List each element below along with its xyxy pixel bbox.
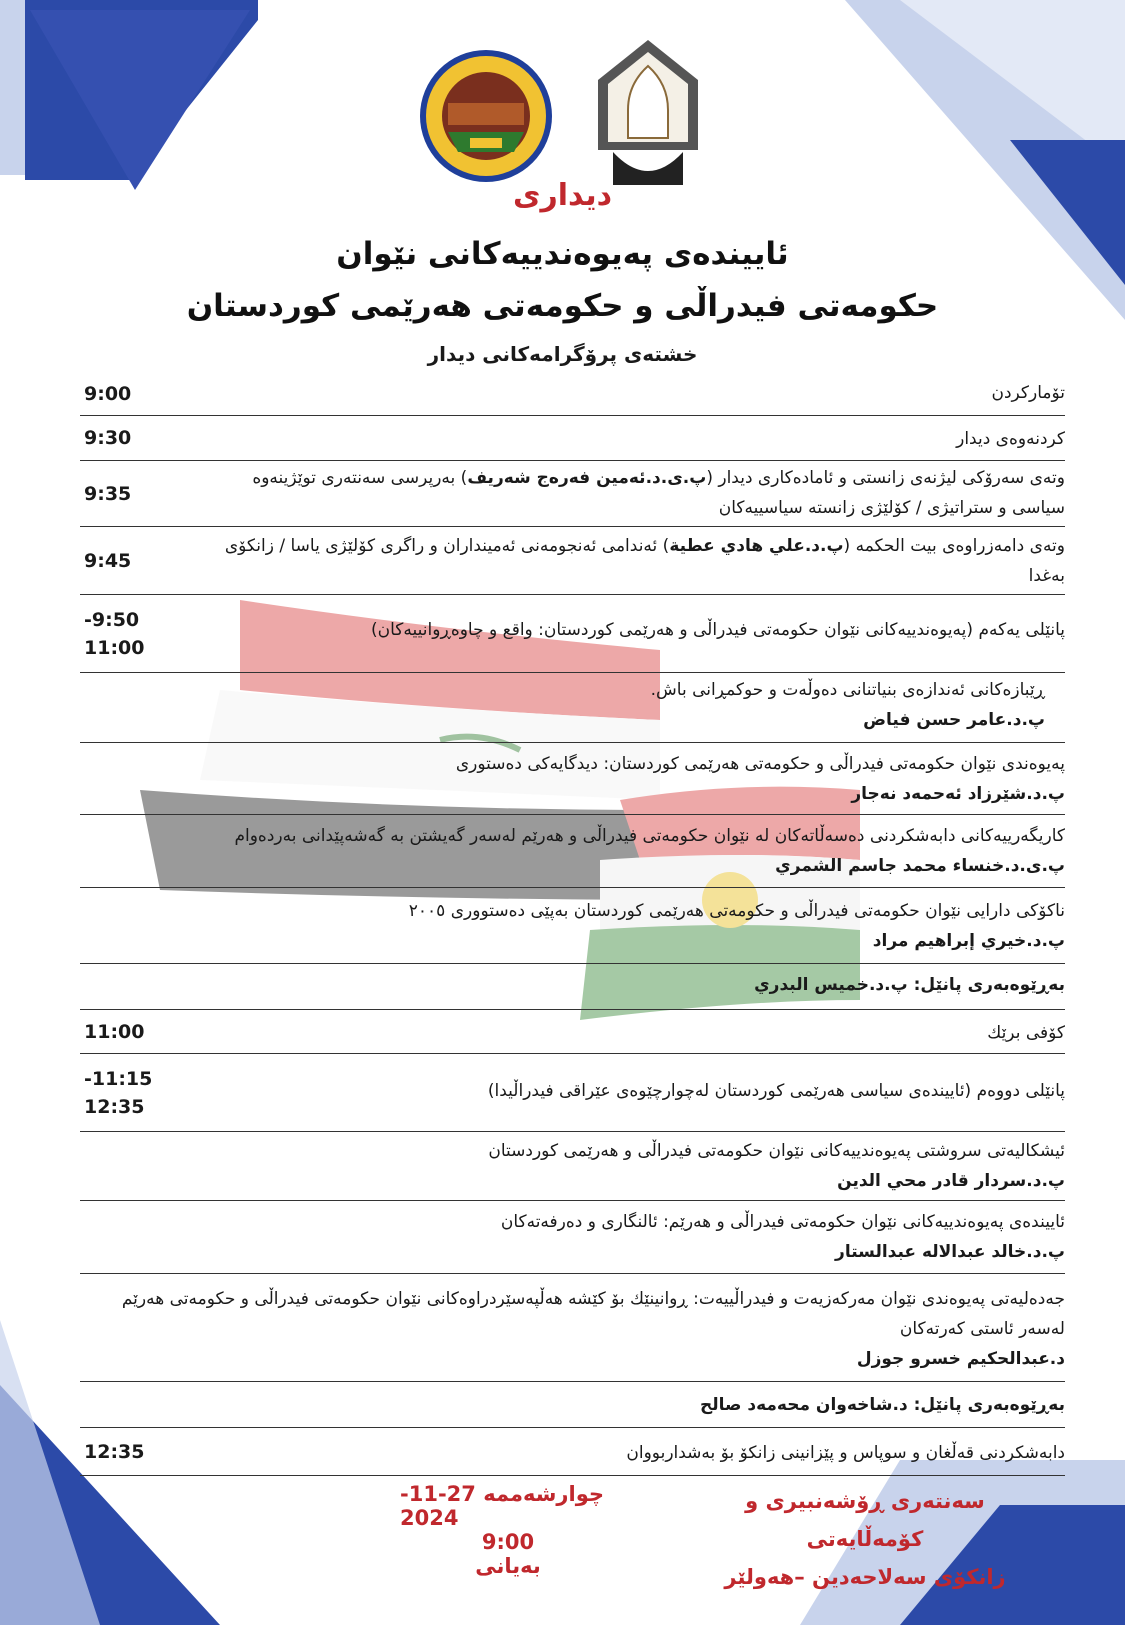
program-row: [80, 888, 1065, 964]
program-row: [80, 595, 1065, 673]
salahaddin-university-logo: [418, 48, 554, 184]
program-row: [80, 815, 1065, 888]
program-table: [80, 372, 1065, 1476]
row-text: کردنەوەی دیدار: [956, 429, 1065, 449]
paper-title: ڕێبازەکانی ئەندازەی بنیاتنانی دەوڵەت و حوکمڕانی باش.: [650, 680, 1045, 700]
program-row: [80, 1010, 1065, 1054]
event-kicker: دیداری: [512, 178, 613, 213]
program-row: [80, 673, 1065, 743]
row-time: 9:30: [84, 427, 132, 449]
row-time: 9:35: [84, 482, 132, 505]
speaker-name: پ.د.عامر حسن فياض: [863, 710, 1045, 730]
row-time: [84, 1065, 152, 1121]
row-text: پانێلی یەکەم (پەیوەندییەکانی نێوان حکومەتی فیدراڵی و هەرێمی کوردستان: واقع و چاوەڕوانییەکان): [371, 620, 1065, 640]
speaker-name: د.عبدالحكيم خسرو جوزل: [856, 1349, 1065, 1369]
row-text: [170, 1136, 1065, 1196]
row-text-post: ) ئەندامی ئەنجومەنی ئەمینداران و راگری کۆلێژی یاسا / زانکۆی بەغدا: [224, 536, 1065, 586]
paper-title: ئیشکالیەتی سروشتی پەیوەندییەکانی نێوان حکومەتی فیدراڵی و هەرێمی کوردستان: [488, 1141, 1065, 1161]
title-line-1: ئاییندەی پەیوەندییەکانی نێوان: [336, 236, 789, 272]
program-row: [80, 527, 1065, 595]
row-text: تۆمارکردن: [991, 383, 1065, 403]
row-text: [170, 896, 1065, 956]
paper-title: ناکۆکی دارایی نێوان حکومەتی فیدراڵی و حکومەتی هەرێمی کوردستان بەپێی دەستووری ٢٠٠٥: [408, 901, 1065, 921]
event-date: چوارشەممە 27-11-2024: [400, 1482, 605, 1530]
panel-moderator-row: [80, 964, 1065, 1010]
row-text-pre: وتەی سەرۆکی لیژنەی زانستی و ئامادەکاری دیدار (: [706, 468, 1065, 488]
row-text: پانێلی دووەم (ئاییندەی سیاسی هەرێمی کوردستان لەچوارچێوەی عێراقی فیدراڵیدا): [487, 1081, 1065, 1101]
paper-title: کاریگەرییەکانی دابەشکردنی دەسەڵاتەکان لە نێوان حکومەتی فیدراڵی و هەرێم لەسەر گەیشتن بە گەشەپێدانی بەردەوام: [234, 826, 1065, 846]
venue-line-1: سەنتەری ڕۆشەنبیری و کۆمەڵایەتی: [745, 1489, 985, 1551]
speaker-name: پ.د.خالد عبدالاله عبدالستار: [835, 1242, 1065, 1262]
venue-line-2: زانکۆی سەلاحەدین –هەولێر: [724, 1565, 1006, 1589]
row-text: [170, 749, 1065, 809]
panel-moderator-row: [80, 1382, 1065, 1428]
event-time: 9:00 بەیانی: [475, 1530, 541, 1578]
program-row: [80, 461, 1065, 527]
time-start: -11:15: [84, 1067, 153, 1090]
paper-title: جەدەلیەتی پەیوەندی نێوان مەرکەزیەت و فیدراڵییەت: ڕوانینێك بۆ کێشە هەڵپەسێردراوەکانی نێوان حکومەتی فیدراڵی و حکومەتی هەرێم لەسەر ئاستی کەرتەکان: [121, 1289, 1065, 1339]
program-row: [80, 372, 1065, 416]
row-text: [170, 675, 1065, 735]
row-text-post: ) بەرپرسی سەنتەری توێژینەوە سیاسی و ستراتیژی / کۆلێژی زانستە سیاسییەکان: [252, 468, 1065, 518]
row-text-pre: وتەی دامەزراوەی بيت الحكمە (: [843, 536, 1065, 556]
speaker-name: پ.د.شێرزاد ئەحمەد نەجار: [851, 784, 1065, 804]
speaker-name: پ.ی.د.خنساء محمد جاسم الشمري: [775, 856, 1065, 876]
row-text: کۆفی برێك: [987, 1023, 1065, 1043]
row-time: 11:00: [84, 1020, 145, 1043]
row-time: 12:35: [84, 1440, 145, 1463]
program-row: [80, 1201, 1065, 1274]
paper-title: پەیوەندی نێوان حکومەتی فیدراڵی و حکومەتی هەرێمی کوردستان: دیدگایەکی دەستوری: [455, 754, 1065, 774]
program-row: [80, 1054, 1065, 1132]
row-text: [210, 531, 1065, 591]
time-end: 12:35: [84, 1095, 145, 1118]
title-line-2: حکومەتی فیدراڵی و حکومەتی هەرێمی کوردستان: [186, 288, 939, 324]
row-time: 9:45: [84, 549, 132, 572]
program-row: [80, 1132, 1065, 1201]
program-row: [80, 1274, 1065, 1382]
panel-moderator: بەڕێوەبەری پانێل: د.شاخەوان محەمەد صالح: [700, 1395, 1065, 1415]
row-text: دابەشکردنی قەڵغان و سوپاس و پێزانینی زانکۆ بۆ بەشداربووان: [626, 1443, 1065, 1463]
event-title: [0, 228, 1125, 332]
row-time: [84, 606, 144, 662]
speaker-name: پ.ی.د.ئەمین فەرەج شەریف: [467, 468, 707, 488]
program-row: [80, 1428, 1065, 1476]
row-text: [250, 463, 1065, 523]
row-text: [80, 821, 1065, 881]
program-heading: خشتەی پرۆگرامەکانی دیدار: [427, 342, 698, 366]
paper-title: ئاییندەی پەیوەندییەکانی نێوان حکومەتی فیدراڵی و هەرێم: ئالنگاری و دەرفەتەکان: [500, 1212, 1065, 1232]
bayt-al-hikma-logo: [588, 40, 708, 190]
row-text: [80, 1284, 1065, 1374]
time-start: -9:50: [84, 608, 140, 631]
row-time: 9:00: [84, 382, 132, 405]
time-end: 11:00: [84, 636, 145, 659]
event-venue: [700, 1482, 1030, 1596]
row-text: [170, 1207, 1065, 1267]
speaker-name: پ.د.سردار قادر محي الدين: [837, 1171, 1065, 1191]
speaker-name: پ.د.علي هادي عطية: [669, 536, 844, 556]
program-row: [80, 743, 1065, 815]
logos: [0, 40, 1125, 185]
panel-moderator: بەڕێوەبەری پانێل: پ.د.خميس البدري: [754, 975, 1065, 995]
program-row: [80, 416, 1065, 461]
speaker-name: پ.د.خيري إبراهيم مراد: [872, 931, 1065, 951]
